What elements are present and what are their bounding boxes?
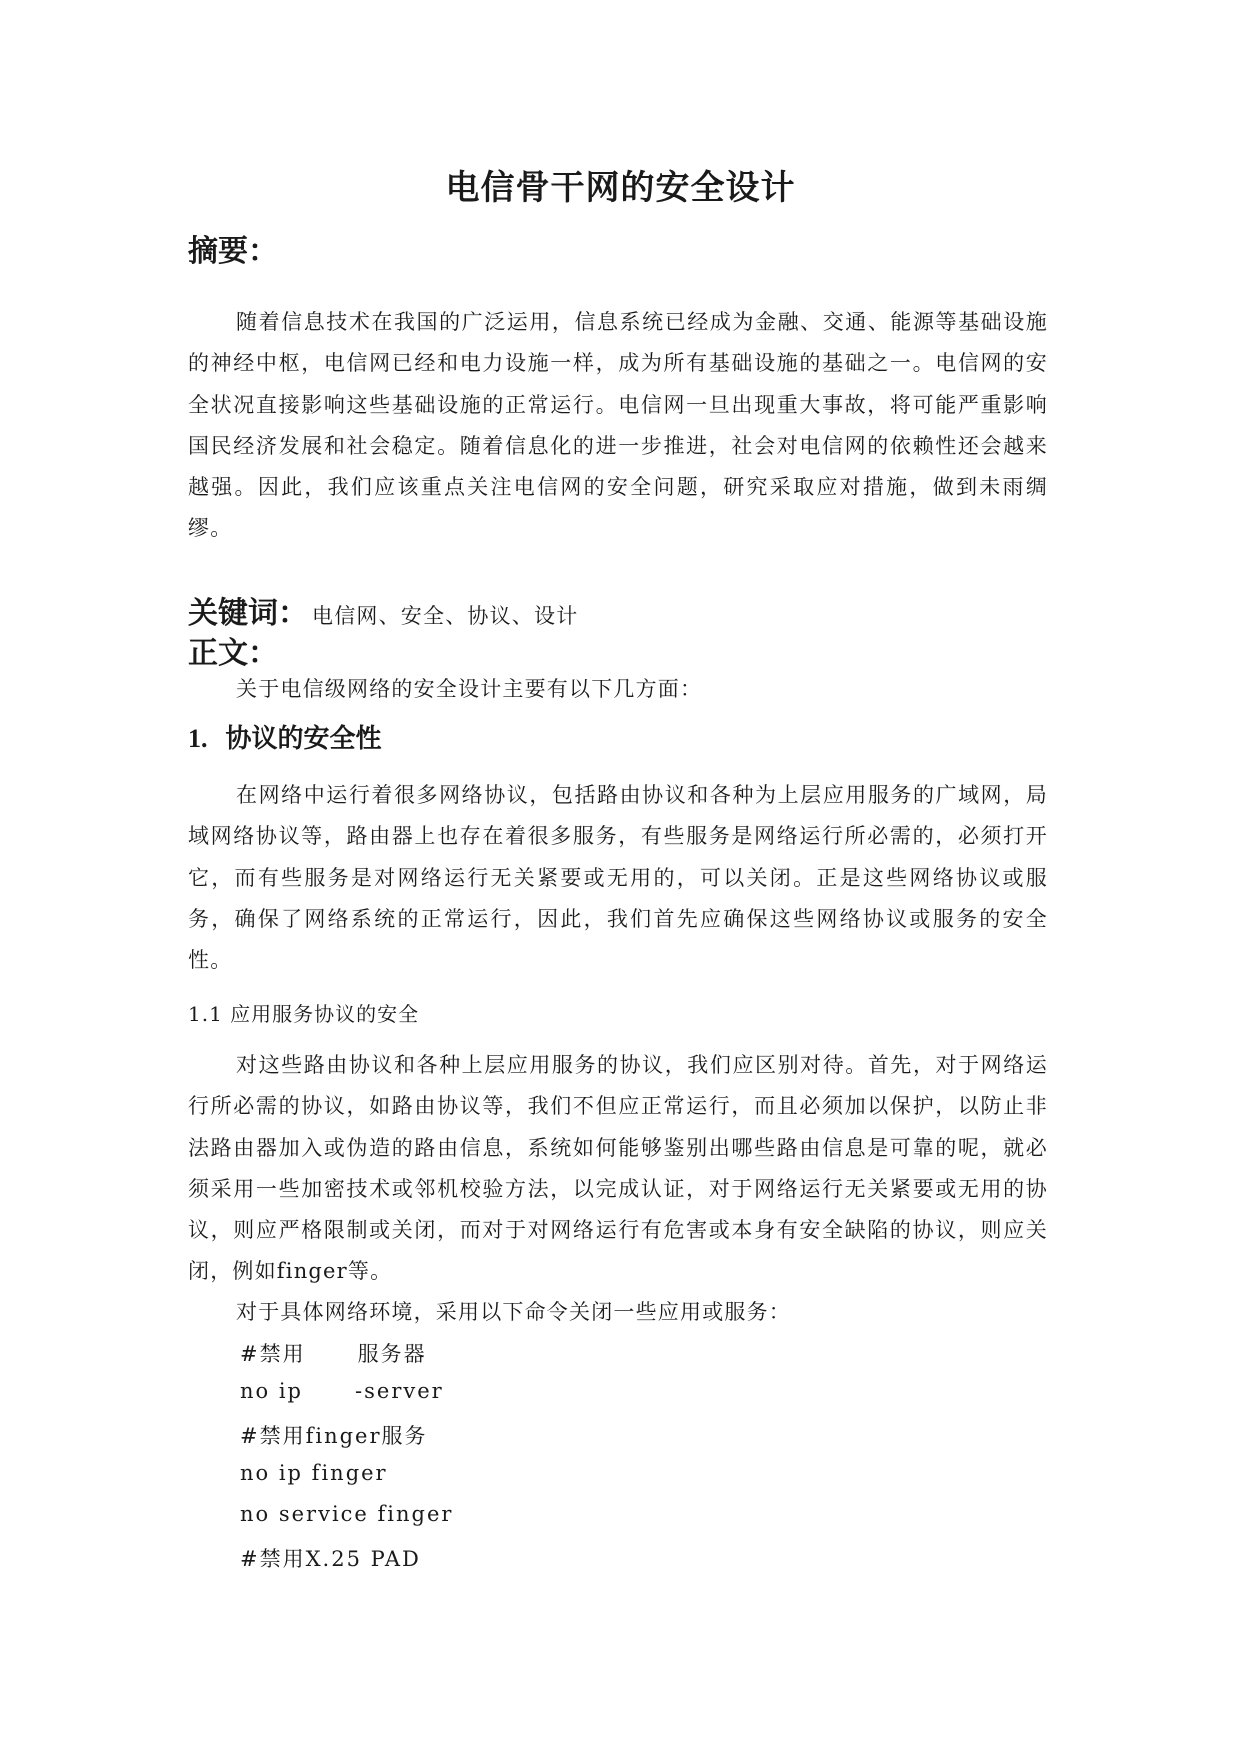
body-intro: 关于电信级网络的安全设计主要有以下几方面： <box>236 677 703 701</box>
subsection-1-1-body: 对这些路由协议和各种上层应用服务的协议，我们应区别对待。首先，对于网络运行所必需的协议，如路由协议等，我们不但应正常运行，而且必须加以保护，以防止非法路由器加入或伪造的路由信息，系统如何能够鉴别出哪些路由信息是可靠的呢，就必须采用一些加密技术或邻机校验方法，以完成认证，对于网络运行无关紧要或无用的协议，则应严格限制或关闭，而对于对网络运行有危害或本身有安全缺陷的协议，则应关闭，例如finger等。 <box>188 1053 1048 1284</box>
section-1-body: 在网络中运行着很多网络协议，包括路由协议和各种为上层应用服务的广域网，局域网络协议等，路由器上也存在着很多服务，有些服务是网络运行所必需的，必须打开它，而有些服务是对网络运行无关紧要或无用的，可以关闭。正是这些网络协议或服务，确保了网络系统的正常运行，因此，我们首先应确保这些网络协议或服务的安全性。 <box>188 783 1048 973</box>
command-line: no service finger <box>240 1502 454 1526</box>
document-title: 电信骨干网的安全设计 <box>445 168 796 208</box>
command-line: #禁用 服务器 <box>240 1342 427 1366</box>
section-1-heading <box>188 718 382 755</box>
keywords-row <box>188 588 578 632</box>
commands-intro: 对于具体网络环境，采用以下命令关闭一些应用或服务： <box>236 1300 791 1324</box>
command-line: no ip -server <box>240 1379 444 1403</box>
section-1-number: 1. <box>188 724 208 753</box>
keywords-text: 电信网、安全、协议、设计 <box>312 604 579 628</box>
command-line: #禁用X.25 PAD <box>240 1547 421 1571</box>
body-heading: 正文： <box>188 636 278 671</box>
abstract-body: 随着信息技术在我国的广泛运用，信息系统已经成为金融、交通、能源等基础设施的神经中枢，电信网已经和电力设施一样，成为所有基础设施的基础之一。电信网的安全状况直接影响这些基础设施的正常运行。电信网一旦出现重大事故，将可能严重影响国民经济发展和社会稳定。随着信息化的进一步推进，社会对电信网的依赖性还会越来越强。因此，我们应该重点关注电信网的安全问题，研究采取应对措施，做到未雨绸缪。 <box>188 310 1048 541</box>
abstract-heading: 摘要： <box>188 234 278 269</box>
keywords-label: 关键词： <box>188 596 308 631</box>
section-1-title: 协议的安全性 <box>225 724 382 754</box>
command-line: no ip finger <box>240 1461 388 1485</box>
command-line: #禁用finger服务 <box>240 1424 428 1448</box>
subsection-1-1-title: 1.1 应用服务协议的安全 <box>188 1002 420 1026</box>
